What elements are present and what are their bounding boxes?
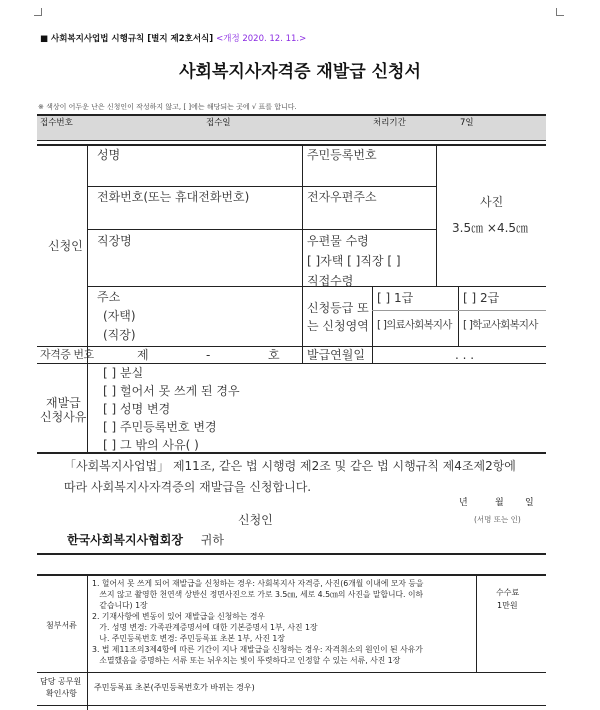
mail-receive-options[interactable]: [ ]자택 [ ]직장 [ ] [307,254,401,268]
reason-rrn-change[interactable]: [ ] 주민등록번호 변경 [103,420,217,434]
license-number-dash: - [206,348,211,362]
regulation-header [40,35,306,44]
applicant-signature-label: 신청인 [238,513,273,527]
applicant-section-label: 신청인 [48,239,83,253]
reason-other[interactable]: [ ] 그 밖의 사유( ) [103,438,199,452]
official-content: 주민등록표 초본(주민등록번호가 바뀌는 경우) [94,683,255,692]
fee-label: 수수료 [496,588,520,597]
grade2-checkbox[interactable]: [ ] 2급 [463,291,500,305]
reason-damaged[interactable]: [ ] 헐어서 못 쓰게 된 경우 [103,384,240,398]
attachment-line: 1. 헐어서 못 쓰게 되어 재발급을 신청하는 경우: 사회복지사 자격증, 사진(6개월 이내에 모자 등을 [92,579,424,588]
address-home-label: (자택) [103,309,136,323]
area-school-checkbox[interactable]: [ ]학교사회복지사 [463,319,538,331]
attachment-line: 같습니다) 1장 [92,601,148,610]
attachments-list [92,578,476,666]
processing-period-value: 7일 [460,118,474,128]
official-label-line2: 확인사항 [46,689,77,698]
statement-line2: 따라 사회복지사자격증의 재발급을 신청합니다. [64,480,312,494]
name-label[interactable]: 성명 [97,148,121,162]
attachment-line: 쓰지 않고 촬영한 천연색 상반신 정면사진으로 가로 3.5㎝, 세로 4.5㎝의 사진을 말합니다. 이하 [92,590,424,599]
corner-mark-top-left [34,8,42,16]
area-medical-checkbox[interactable]: [ ]의료사회복지사 [377,319,452,331]
attachment-line: 3. 법 제11조의3제4항에 따른 기간이 지나 재발급을 신청하는 경우: 자격취소의 원인이 된 사유가 [92,645,423,654]
official-label-line1: 담당 공무원 [40,677,82,686]
mail-receive-label: 우편물 수령 [307,234,369,248]
attachment-line: 나. 주민등록번호 변경: 주민등록표 초본 1부, 사진 1장 [92,634,285,643]
signature-hint[interactable]: (서명 또는 인) [474,515,521,524]
photo-label: 사진 [480,195,504,209]
grade-label-line2: 는 신청영역 [307,319,369,333]
date-day: 일 [525,498,534,508]
reason-label-line1: 재발급 [46,396,81,410]
reason-lost[interactable]: [ ] 분실 [103,366,144,380]
regulation-text: ■ 사회복지사업법 시행규칙 [별지 제2호서식] [40,34,214,44]
statement-line1: 「사회복지사업법」 제11조, 같은 법 시행령 제2조 및 같은 법 시행규칙 제4조제2항에 [64,459,516,473]
attachment-line: 2. 기재사항에 변동이 있어 재발급을 신청하는 경우 [92,612,265,621]
recipient-suffix: 귀하 [200,533,224,547]
corner-mark-top-right [556,8,564,16]
issue-date-value[interactable]: . . . [455,348,475,362]
instruction-note: ※ 색상이 어두운 난은 신청인이 작성하지 않고, [ ]에는 해당되는 곳에 √ 표를 합니다. [38,103,297,111]
email-label[interactable]: 전자우편주소 [307,190,377,204]
receipt-date-label: 접수일 [206,118,231,128]
fee-value: 1만원 [497,601,518,610]
rrn-label[interactable]: 주민등록번호 [307,148,377,162]
address-work-label: (직장) [103,328,136,342]
mail-direct-option[interactable]: 직접수령 [307,274,354,288]
license-number-ho: 호 [268,348,280,362]
phone-label[interactable]: 전화번호(또는 휴대전화번호) [97,190,250,204]
form-title: 사회복지사자격증 재발급 신청서 [179,62,421,82]
grade1-checkbox[interactable]: [ ] 1급 [377,291,414,305]
attachments-label: 첨부서류 [46,621,77,630]
issue-date-label: 발급연월일 [307,348,365,362]
amendment-text: <개정 2020. 12. 11.> [216,34,307,44]
license-number-je: 제 [137,348,149,362]
attachment-line: 가. 성명 변경: 가족관계증명서에 대한 기본증명서 1부, 사진 1장 [92,623,318,632]
receipt-number-label: 접수번호 [40,118,73,128]
workplace-label[interactable]: 직장명 [97,234,132,248]
recipient [67,534,224,546]
processing-period-label: 처리기간 [373,118,406,128]
reason-name-change[interactable]: [ ] 성명 변경 [103,402,171,416]
reason-label-line2: 신청사유 [40,410,87,424]
date-month: 월 [495,498,504,508]
grade-label-line1: 신청등급 또 [307,301,369,315]
attachment-line: 소멸했음을 증명하는 서류 또는 뉘우치는 빛이 뚜렷하다고 인정할 수 있는 서류, 사진 1장 [92,656,401,665]
date-year: 년 [459,498,468,508]
license-number-label: 자격증 번호 [40,348,94,361]
address-label[interactable]: 주소 [97,290,121,304]
photo-size: 3.5㎝ ×4.5㎝ [452,221,529,235]
thick-divider [37,553,546,555]
recipient-name: 한국사회복지사협회장 [67,533,183,547]
